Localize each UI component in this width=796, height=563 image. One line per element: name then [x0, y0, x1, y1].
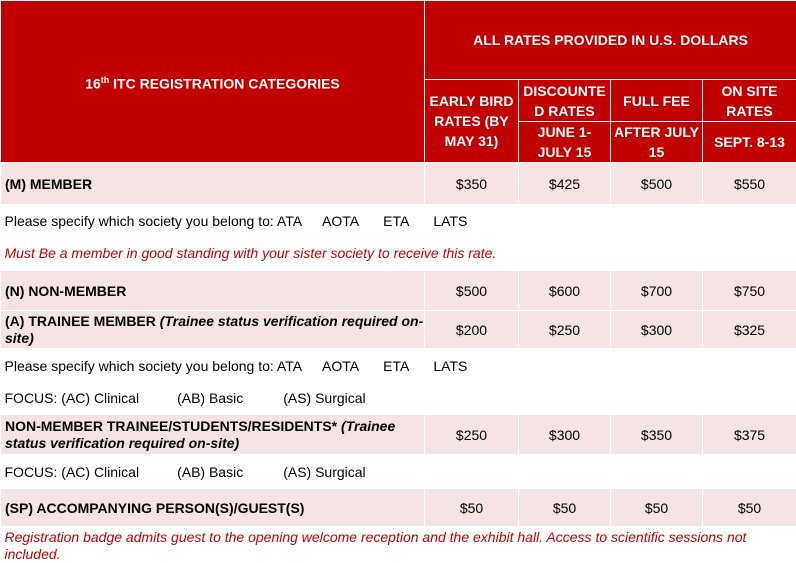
guest-note: Registration badge admits guest to the opening welcome reception and the exhibit hall. Access to scientific sessions not included.: [1, 527, 796, 563]
price-onsite: $750: [703, 271, 796, 311]
focus-option-basic[interactable]: (AB) Basic: [177, 390, 243, 406]
table-row-member: [1, 163, 796, 205]
all-rates-header: ALL RATES PROVIDED IN U.S. DOLLARS: [425, 1, 796, 80]
society-option-lats[interactable]: LATS: [433, 213, 467, 229]
col-onsite-title: ON SITE RATES: [703, 80, 796, 122]
categories-sup: th: [101, 75, 110, 85]
focus-option-basic[interactable]: (AB) Basic: [177, 464, 243, 480]
table-row-nonmember: [1, 271, 796, 311]
price-full: $300: [611, 311, 703, 349]
focus-option-surgical[interactable]: (AS) Surgical: [283, 390, 365, 406]
guest-note-row: [1, 527, 796, 563]
focus-option-surgical[interactable]: (AS) Surgical: [283, 464, 365, 480]
price-onsite: $550: [703, 163, 796, 205]
focus-row: [1, 455, 796, 489]
row-label: (M) MEMBER: [1, 163, 425, 205]
row-label: (SP) ACCOMPANYING PERSON(S)/GUEST(S): [1, 489, 425, 527]
col-full-fee-dates: AFTER JULY 15: [611, 122, 703, 163]
table-row-guest: [1, 489, 796, 527]
row-label: (N) NON-MEMBER: [1, 271, 425, 311]
price-onsite: $325: [703, 311, 796, 349]
row-label: (A) TRAINEE MEMBER: [5, 313, 160, 329]
col-early-bird: EARLY BIRD RATES (BY MAY 31): [425, 80, 519, 163]
price-discount: $425: [519, 163, 611, 205]
price-full: $50: [611, 489, 703, 527]
row-label-cell: [1, 311, 425, 349]
society-prompt: Please specify which society you belong to:: [5, 358, 277, 374]
col-discount-title: DISCOUNTE D RATES: [519, 80, 611, 122]
society-option-eta[interactable]: ETA: [383, 358, 409, 374]
focus-prompt: FOCUS:: [5, 390, 62, 406]
focus-prompt: FOCUS:: [5, 464, 62, 480]
price-discount: $250: [519, 311, 611, 349]
row-label-note: (Trainee status verification required on-site): [5, 418, 395, 451]
focus-choice-line: [1, 383, 796, 415]
table-row-nonmember-trainee: [1, 415, 796, 455]
row-label-note: (Trainee status verification required on-site): [5, 313, 423, 346]
table-row-trainee: [1, 311, 796, 349]
price-full: $700: [611, 271, 703, 311]
society-prompt: Please specify which society you belong to:: [5, 213, 277, 229]
price-discount: $600: [519, 271, 611, 311]
society-row: [1, 205, 796, 237]
price-onsite: $375: [703, 415, 796, 455]
col-discount-dates: JUNE 1- JULY 15: [519, 122, 611, 163]
price-onsite: $50: [703, 489, 796, 527]
price-early: $200: [425, 311, 519, 349]
categories-number: 16: [85, 75, 101, 91]
row-label-cell: [1, 415, 425, 455]
focus-row: [1, 383, 796, 415]
price-discount: $50: [519, 489, 611, 527]
society-row: [1, 349, 796, 383]
member-note-row: [1, 237, 796, 271]
price-early: $50: [425, 489, 519, 527]
society-option-ata[interactable]: ATA: [277, 358, 302, 374]
focus-option-clinical[interactable]: (AC) Clinical: [61, 390, 139, 406]
col-full-fee-title: FULL FEE: [611, 80, 703, 122]
col-onsite-dates: SEPT. 8-13: [703, 122, 796, 163]
row-label: NON-MEMBER TRAINEE/STUDENTS/RESIDENTS*: [5, 418, 341, 434]
price-early: $350: [425, 163, 519, 205]
society-option-ata[interactable]: ATA: [277, 213, 302, 229]
society-option-eta[interactable]: ETA: [383, 213, 409, 229]
price-discount: $300: [519, 415, 611, 455]
society-option-aota[interactable]: AOTA: [322, 213, 359, 229]
price-early: $500: [425, 271, 519, 311]
society-option-lats[interactable]: LATS: [433, 358, 467, 374]
member-note: Must Be a member in good standing with your sister society to receive this rate.: [1, 237, 796, 271]
categories-title: ITC REGISTRATION CATEGORIES: [109, 75, 340, 91]
focus-option-clinical[interactable]: (AC) Clinical: [61, 464, 139, 480]
society-choice-line: [1, 205, 796, 237]
society-choice-line: [1, 349, 796, 383]
price-full: $500: [611, 163, 703, 205]
categories-header: [1, 1, 425, 163]
price-early: $250: [425, 415, 519, 455]
focus-choice-line: [1, 455, 796, 489]
society-option-aota[interactable]: AOTA: [322, 358, 359, 374]
price-full: $350: [611, 415, 703, 455]
